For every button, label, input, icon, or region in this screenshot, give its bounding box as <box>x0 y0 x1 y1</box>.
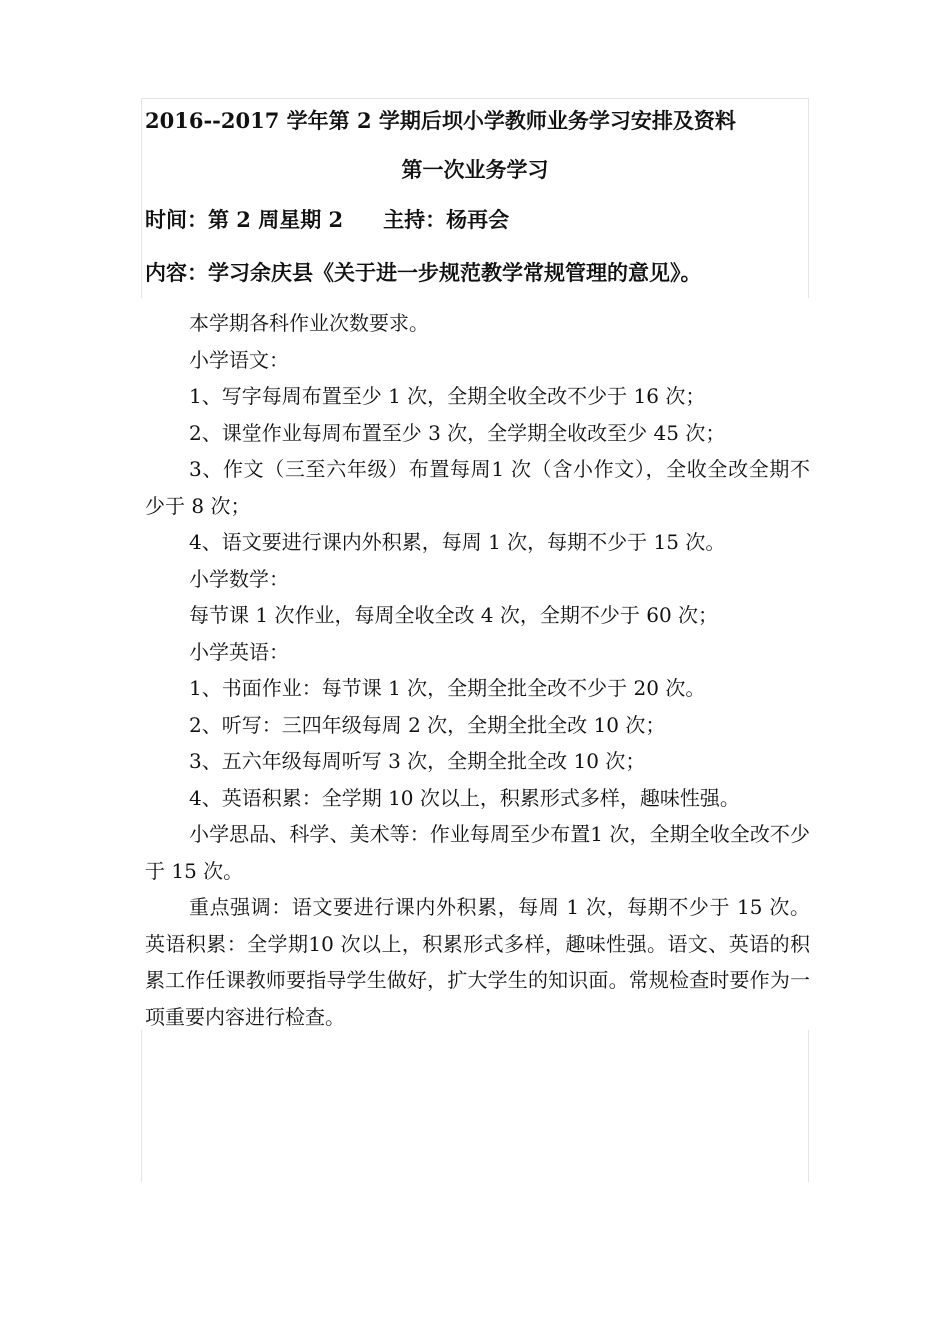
paragraph: 4、英语积累：全学期 10 次以上，积累形式多样，趣味性强。 <box>189 785 740 810</box>
paragraph: 2、听写：三四年级每周 2 次，全期全批全改 10 次； <box>189 712 666 737</box>
page-frame-bottom <box>141 1030 809 1182</box>
paragraph: 每节课 1 次作业，每周全收全改 4 次，全期不少于 60 次； <box>189 603 719 627</box>
paragraph: 小学语文： <box>189 347 289 372</box>
paragraph: 1、书面作业：每节课 1 次，全期全批全改不少于 20 次。 <box>189 676 706 700</box>
paragraph: 1、写字每周布置至少 1 次，全期全收全改不少于 16 次； <box>189 384 706 408</box>
paragraph: 2、课堂作业每周布置至少 3 次，全学期全收改至少 45 次； <box>189 420 726 445</box>
paragraph: 小学数学： <box>189 566 289 591</box>
document-title: 2016--2017 学年第 2 学期后坝小学教师业务学习安排及资料 <box>145 108 736 133</box>
meeting-host: 主持：杨再会 <box>383 207 510 232</box>
meeting-content: 内容：学习余庆县《关于进一步规范教学常规管理的意见》。 <box>145 260 702 285</box>
paragraph: 4、语文要进行课内外积累，每周 1 次，每期不少于 15 次。 <box>189 530 726 554</box>
paragraph: 本学期各科作业次数要求。 <box>189 311 429 335</box>
meta-line <box>145 205 509 235</box>
document-body <box>145 305 810 1035</box>
paragraph: 小学英语： <box>189 639 289 664</box>
paragraph: 重点强调：语文要进行课内外积累，每周 1 次，每期不少于 15 次。英语积累：全学期10 次以上，积累形式多样，趣味性强。语文、英语的积累工作任课教师要指导学生做好，扩大学生的知识面。常规检查时要作为一项重要内容进行检查。 <box>145 895 810 1029</box>
paragraph: 小学思品、科学、美术等：作业每周至少布置1 次，全期全收全改不少于 15 次。 <box>145 822 810 883</box>
section-title: 第一次业务学习 <box>401 157 549 182</box>
paragraph: 3、五六年级每周听写 3 次，全期全批全改 10 次； <box>189 749 646 773</box>
paragraph: 3、作文（三至六年级）布置每周1 次（含小作文），全收全改全期不少于 8 次； <box>145 457 810 518</box>
meeting-time: 时间：第 2 周星期 2 <box>145 207 344 232</box>
